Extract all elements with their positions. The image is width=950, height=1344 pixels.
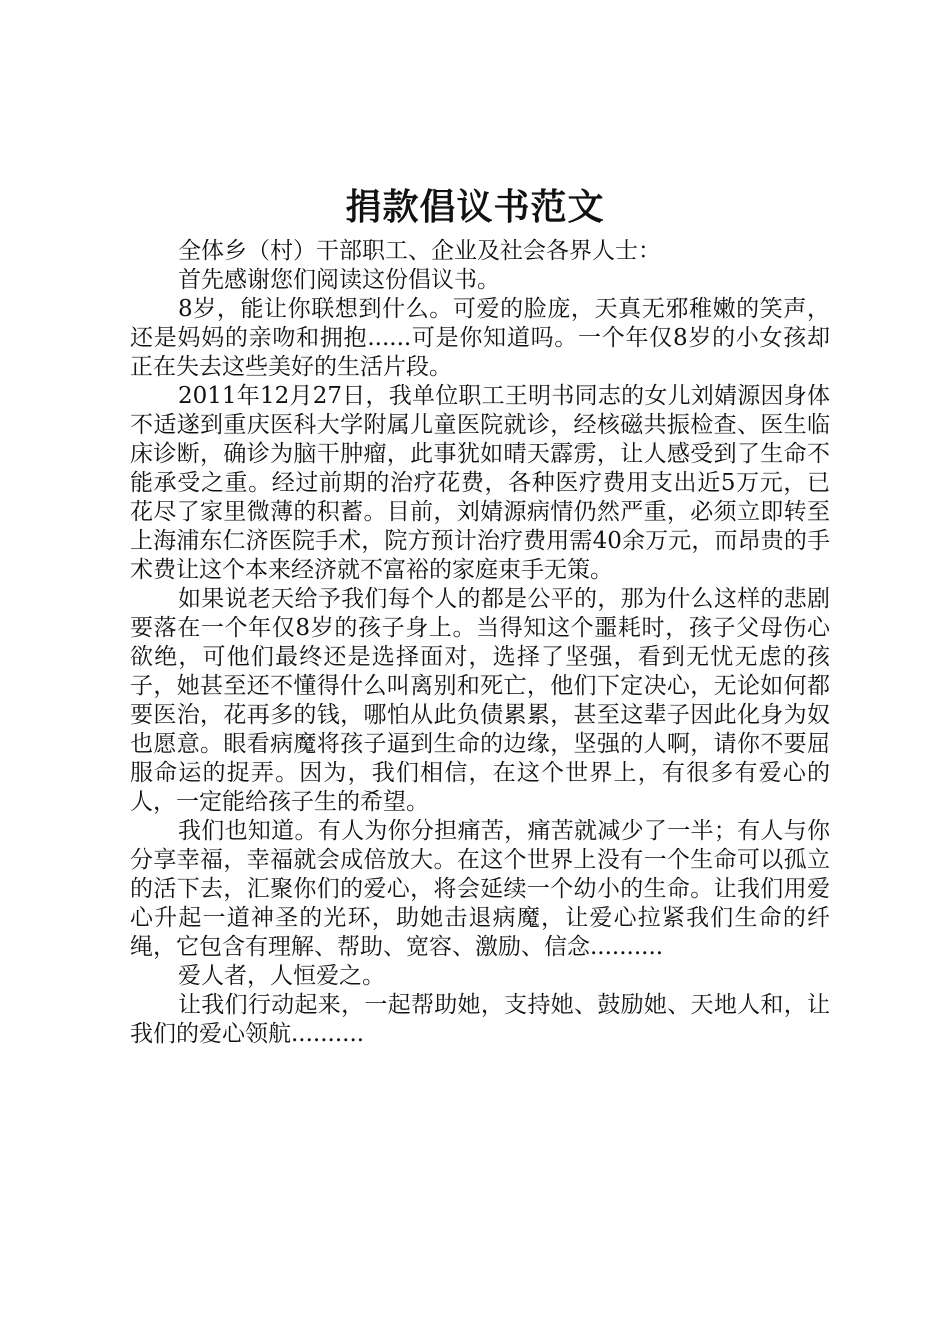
thanks-paragraph: 首先感谢您们阅读这份倡议书。 (178, 267, 500, 293)
body-paragraph-diagnosis: 2011年12月27日，我单位职工王明书同志的女儿刘婧源因身体不适遂到重庆医科大学附属儿童医院就诊，经核磁共振检查、医生临床诊断，确诊为脑干肿瘤，此事犹如晴天霹雳，让人感受到了生命不能承受之重。经过前期的治疗花费，各种医疗费用支出近5万元，已花尽了家里微薄的积蓄。目前，刘婧源病情仍然严重，必须立即转至上海浦东仁济医院手术，院方预计治疗费用需40余万元，而昂贵的手术费让这个本来经济就不富裕的家庭束手无策。 (130, 383, 830, 583)
body-paragraph-family: 如果说老天给予我们每个人的都是公平的，那为什么这样的悲剧要落在一个年仅8岁的孩子身上。当得知这个噩耗时，孩子父母伤心欲绝，可他们最终还是选择面对，选择了坚强，看到无忧无虑的孩子，她甚至还不懂得什么叫离别和死亡，他们下定决心，无论如何都要医治，花再多的钱，哪怕从此负债累累，甚至这辈子因此化身为奴也愿意。眼看病魔将孩子逼到生命的边缘，坚强的人啊，请你不要屈服命运的捉弄。因为，我们相信，在这个世界上，有很多有爱心的人，一定能给孩子生的希望。 (130, 586, 830, 815)
body-paragraph-appeal: 我们也知道。有人为你分担痛苦，痛苦就减少了一半；有人与你分享幸福，幸福就会成倍放大。在这个世界上没有一个生命可以孤立的活下去，汇聚你们的爱心，将会延续一个幼小的生命。让我们用爱心升起一道神圣的光环，助她击退病魔，让爱心拉紧我们生命的纤绳，它包含有理解、帮助、宽容、激励、信念.......... (130, 818, 830, 960)
document-body (130, 237, 830, 1049)
salutation-paragraph: 全体乡（村）干部职工、企业及社会各界人士： (178, 238, 661, 264)
document-title: 捐款倡议书范文 (345, 186, 605, 228)
body-paragraph-intro: 8岁，能让你联想到什么。可爱的脸庞，天真无邪稚嫩的笑声，还是妈妈的亲吻和拥抱......可是你知道吗。一个年仅8岁的小女孩却正在失去这些美好的生活片段。 (130, 296, 830, 380)
body-paragraph-motto: 爱人者，人恒爱之。 (178, 963, 385, 989)
body-paragraph-closing: 让我们行动起来，一起帮助她，支持她、鼓励她、天地人和，让我们的爱心领航.......... (130, 992, 830, 1047)
